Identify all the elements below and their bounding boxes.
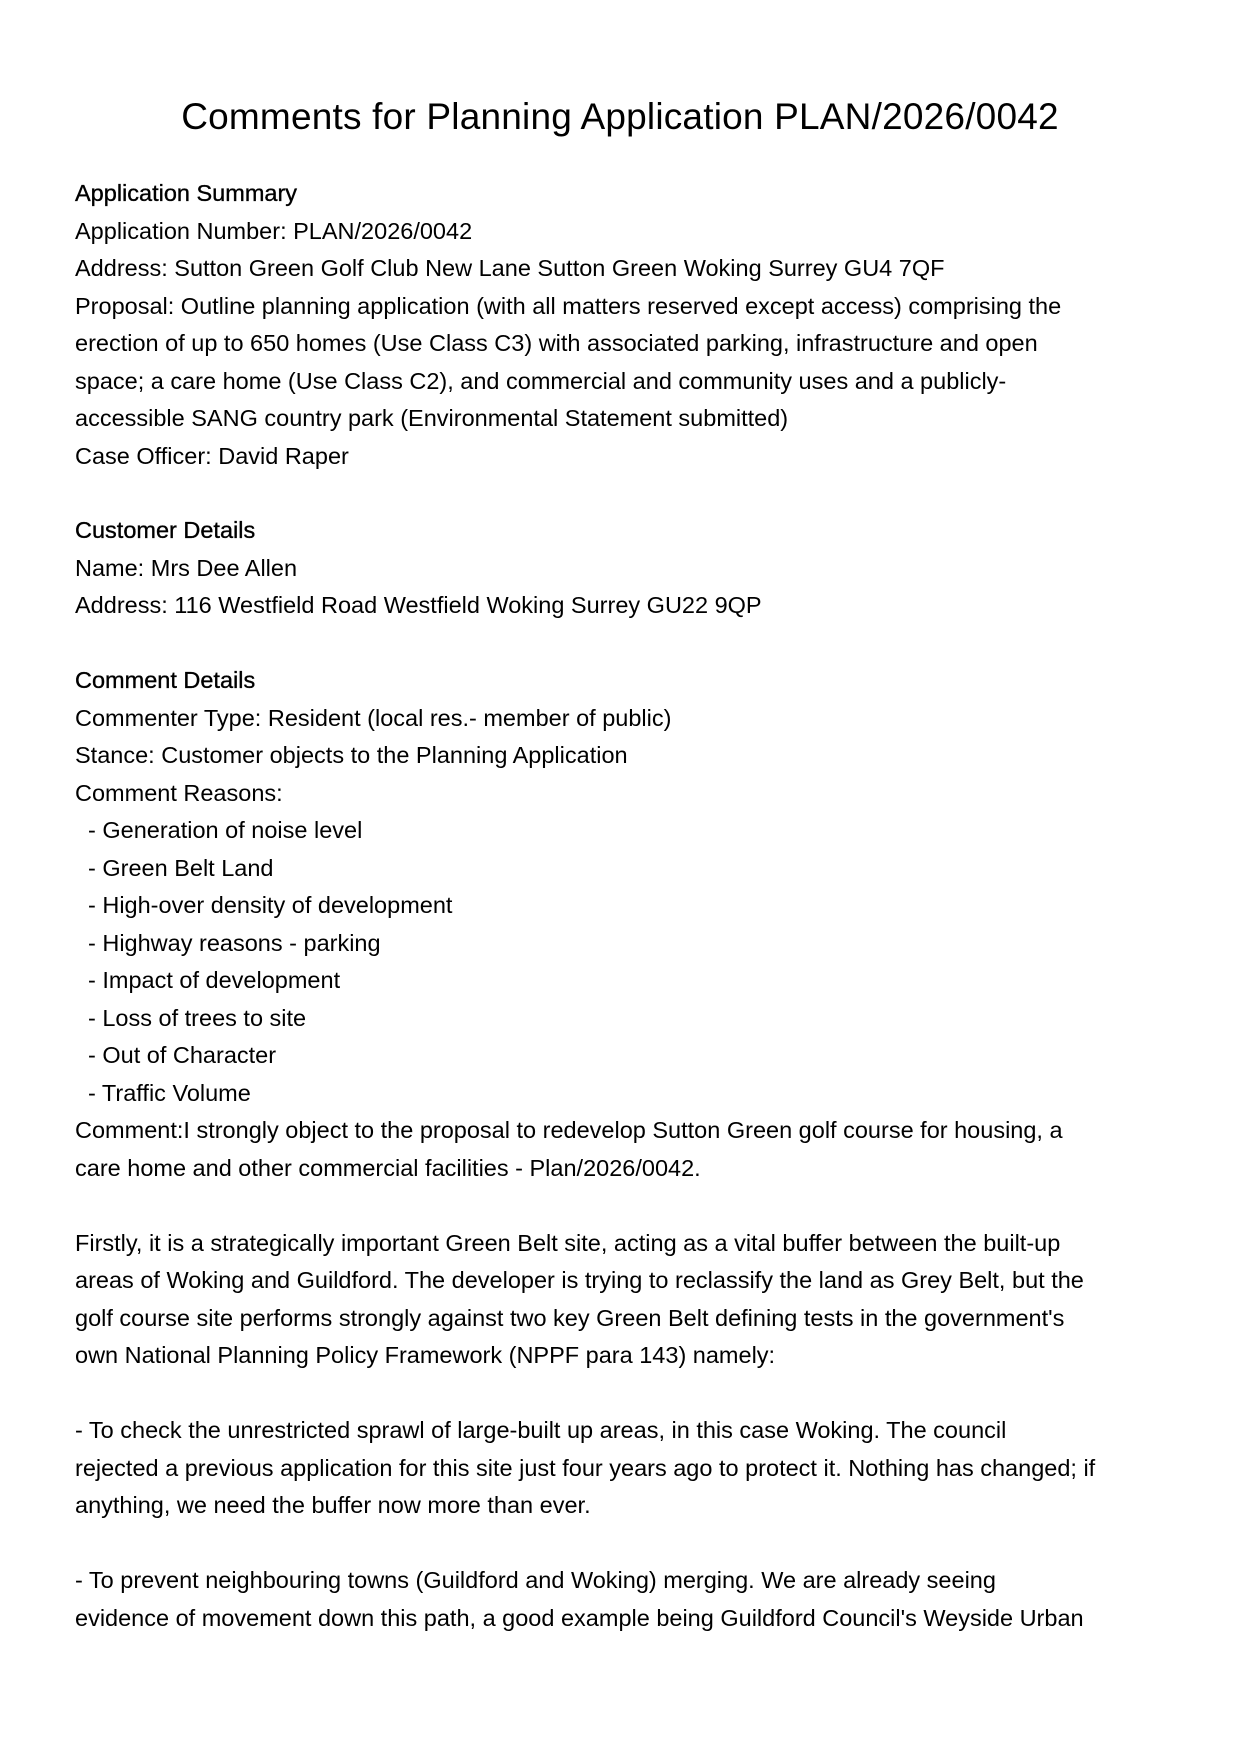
comment-reason-item: - Impact of development (88, 967, 341, 993)
customer-details-heading: Customer Details (75, 517, 256, 543)
comment-reason-item: - High-over density of development (88, 892, 453, 918)
comment-line: anything, we need the buffer now more than ever. (75, 1492, 591, 1518)
comment-line: Comment:I strongly object to the proposal to redevelop Sutton Green golf course for housing, a (75, 1117, 1063, 1143)
comment-line: own National Planning Policy Framework (NPPF para 143) namely: (75, 1342, 776, 1368)
proposal-line: accessible SANG country park (Environmental Statement submitted) (75, 405, 789, 431)
comment-line: care home and other commercial facilities - Plan/2026/0042. (75, 1154, 701, 1181)
comment-line: - To check the unrestricted sprawl of large-built up areas, in this case Woking. The council (75, 1417, 1007, 1443)
case-officer: Case Officer: David Raper (75, 442, 349, 469)
comment-details-heading: Comment Details (75, 667, 256, 693)
comment-reason-item: - Highway reasons - parking (88, 929, 381, 956)
comment-reason-item: - Out of Character (88, 1042, 277, 1068)
proposal-line: erection of up to 650 homes (Use Class C3) with associated parking, infrastructure and open (75, 330, 1038, 356)
stance: Stance: Customer objects to the Planning Application (75, 742, 628, 768)
application-summary-section (75, 175, 1175, 475)
page-title: Comments for Planning Application PLAN/2026/0042 (181, 96, 1059, 137)
comment-reason-item: - Traffic Volume (88, 1079, 251, 1106)
proposal-line: Proposal: Outline planning application (with all matters reserved except access) comprising the (75, 292, 1062, 319)
comment-details-section (75, 662, 1175, 1637)
comment-paragraph (75, 1412, 1175, 1525)
commenter-type: Commenter Type: Resident (local res.- member of public) (75, 704, 672, 731)
comment-line: rejected a previous application for this site just four years ago to protect it. Nothing has changed; if (75, 1454, 1096, 1481)
comment-line: - To prevent neighbouring towns (Guildford and Woking) merging. We are already seeing (75, 1567, 996, 1593)
proposal-line: space; a care home (Use Class C2), and commercial and community uses and a publicly- (75, 367, 1007, 394)
comment-reason-item: - Loss of trees to site (88, 1004, 307, 1031)
comment-line: Firstly, it is a strategically important Green Belt site, acting as a vital buffer between the built-up (75, 1229, 1061, 1256)
comment-line: golf course site performs strongly against two key Green Belt defining tests in the government's (75, 1304, 1065, 1331)
customer-details-section (75, 512, 1175, 625)
application-number: Application Number: PLAN/2026/0042 (75, 217, 473, 244)
application-summary-heading: Application Summary (75, 180, 298, 206)
comment-paragraph (75, 1112, 1175, 1187)
comment-reasons-label: Comment Reasons: (75, 779, 283, 806)
comment-paragraph (75, 1562, 1175, 1637)
customer-name: Name: Mrs Dee Allen (75, 554, 298, 581)
comment-line: evidence of movement down this path, a good example being Guildford Council's Weyside Urban (75, 1604, 1084, 1631)
comment-reason-item: - Green Belt Land (88, 854, 274, 881)
comment-line: areas of Woking and Guildford. The developer is trying to reclassify the land as Grey Belt, but the (75, 1267, 1084, 1293)
customer-address: Address: 116 Westfield Road Westfield Woking Surrey GU22 9QP (75, 592, 762, 618)
application-address: Address: Sutton Green Golf Club New Lane Sutton Green Woking Surrey GU4 7QF (75, 255, 945, 281)
comment-reason-item: - Generation of noise level (88, 817, 363, 843)
comment-paragraph (75, 1225, 1175, 1375)
